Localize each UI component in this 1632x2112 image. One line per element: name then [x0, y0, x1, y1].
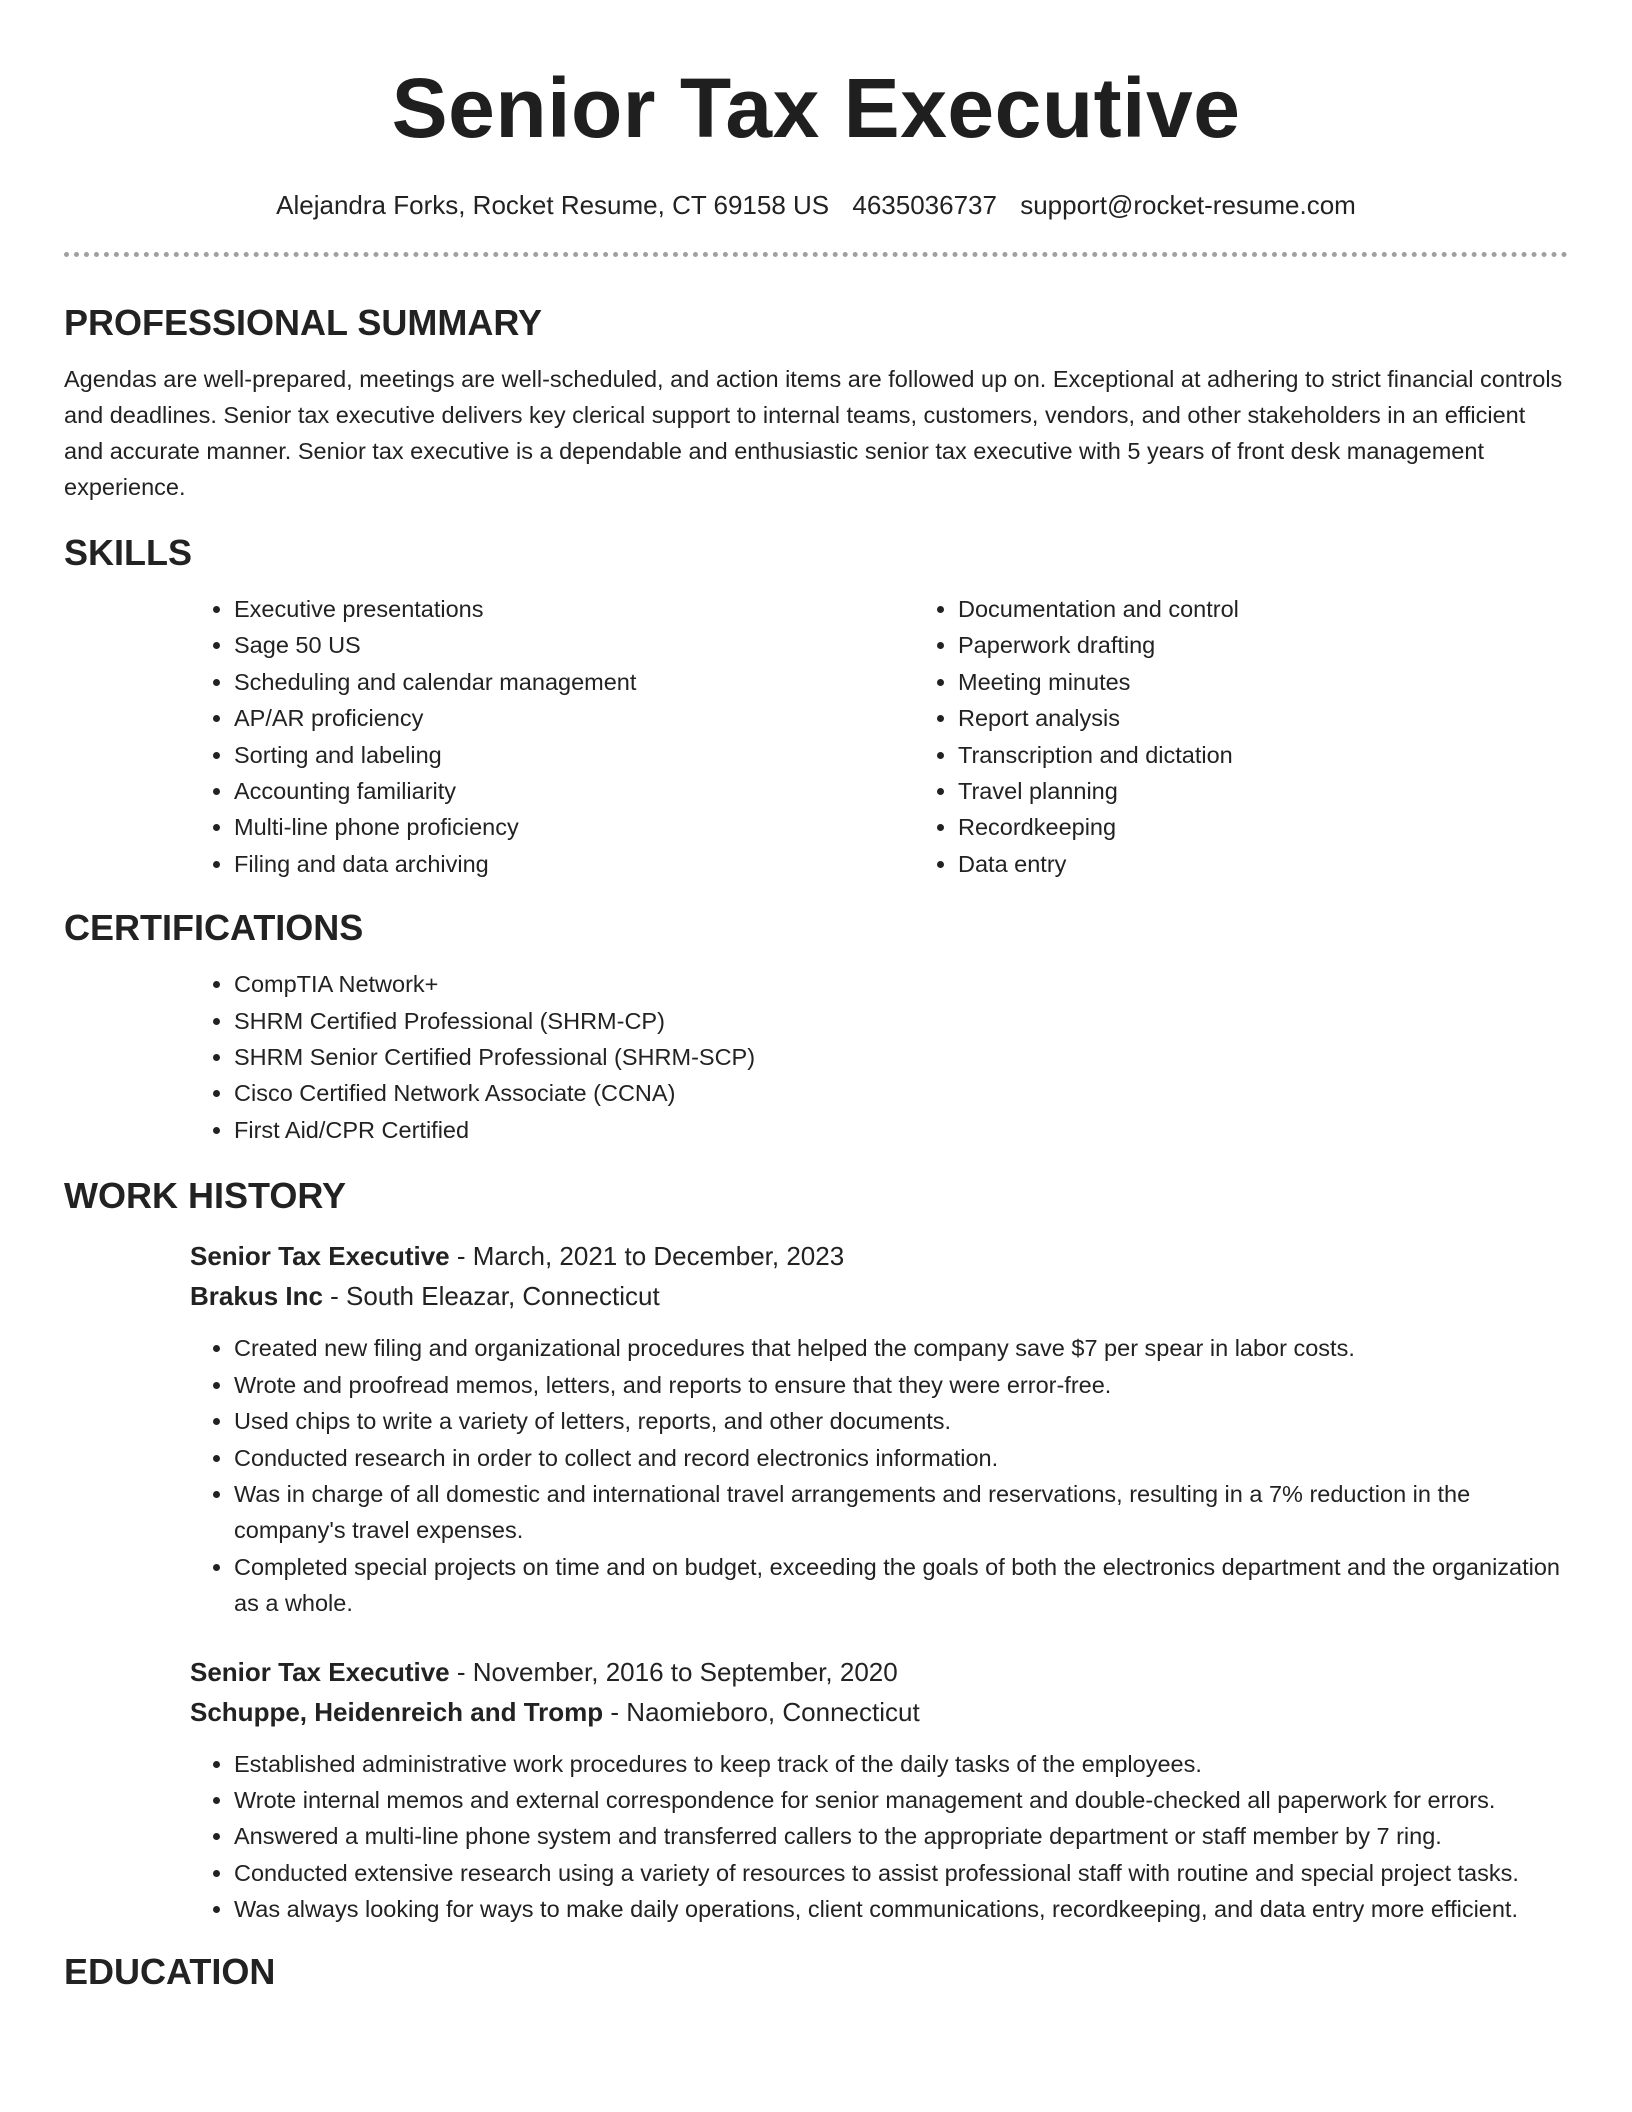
job-bullets	[190, 1746, 1568, 1928]
job-bullet: • Was always looking for ways to make daily operations, client communications, recordkeeping, and data entry more efficient.	[234, 1891, 1568, 1927]
summary-heading: PROFESSIONAL SUMMARY	[64, 302, 543, 343]
certifications-list	[190, 966, 1568, 1148]
job-bullet: • Answered a multi-line phone system and transferred callers to the appropriate department or staff member by 7 ring.	[234, 1818, 1568, 1854]
contact-line	[64, 188, 1568, 222]
job-title-line	[190, 1652, 1568, 1692]
skill-item: • Recordkeeping	[958, 809, 1632, 845]
skill-item: • Travel planning	[958, 773, 1632, 809]
resume-title: Senior Tax Executive	[391, 61, 1241, 155]
skills-columns	[190, 591, 1568, 882]
summary-text: Agendas are well-prepared, meetings are well-scheduled, and action items are followed up on. Exceptional at adhering to strict financial controls and deadlines. Senior tax executive delivers key clerical support to internal teams, customers, vendors, and other stakeholders in an efficient and accurate manner. Senior tax executive is a dependable and enthusiastic senior tax executive with 5 years of front desk management experience.	[64, 366, 1563, 500]
skill-item: • Executive presentations	[234, 591, 914, 627]
job-bullet: • Conducted extensive research using a variety of resources to assist professional staff with routine and special project tasks.	[234, 1855, 1568, 1891]
certification-item: • Cisco Certified Network Associate (CCNA)	[234, 1075, 1568, 1111]
skill-item: • Filing and data archiving	[234, 846, 914, 882]
skill-item: • AP/AR proficiency	[234, 700, 914, 736]
skill-item: • Multi-line phone proficiency	[234, 809, 914, 845]
job-bullet: • Established administrative work procedures to keep track of the daily tasks of the employees.	[234, 1746, 1568, 1782]
job-bullet: • Completed special projects on time and on budget, exceeding the goals of both the electronics department and the organization as a whole.	[234, 1549, 1568, 1622]
job-company: Brakus Inc	[190, 1281, 323, 1312]
skill-item: • Scheduling and calendar management	[234, 664, 914, 700]
skill-item: • Sorting and labeling	[234, 737, 914, 773]
job-company-line	[190, 1276, 1568, 1316]
job-bullet: • Was in charge of all domestic and international travel arrangements and reservations, resulting in a 7% reduction in the company's travel expenses.	[234, 1476, 1568, 1549]
job-bullets	[190, 1330, 1568, 1621]
job-company: Schuppe, Heidenreich and Tromp	[190, 1696, 604, 1727]
job-bullet: • Wrote and proofread memos, letters, and reports to ensure that they were error-free.	[234, 1367, 1568, 1403]
skill-item: • Documentation and control	[958, 591, 1632, 627]
job-company-line	[190, 1692, 1568, 1732]
job-bullet: • Created new filing and organizational procedures that helped the company save $7 per spear in labor costs.	[234, 1330, 1568, 1366]
contact-phone: 4635036737	[852, 190, 997, 220]
job-location: - Naomieboro, Connecticut	[603, 1696, 920, 1727]
job-dates: - November, 2016 to September, 2020	[449, 1656, 898, 1687]
skill-item: • Accounting familiarity	[234, 773, 914, 809]
job-entry	[190, 1236, 1568, 1316]
certification-item: • SHRM Certified Professional (SHRM-CP)	[234, 1003, 1568, 1039]
job-title-line	[190, 1236, 1568, 1276]
skill-item: • Meeting minutes	[958, 664, 1632, 700]
skill-item: • Sage 50 US	[234, 627, 914, 663]
job-role: Senior Tax Executive	[190, 1656, 450, 1687]
education-heading: EDUCATION	[64, 1950, 276, 1992]
certification-item: • First Aid/CPR Certified	[234, 1112, 1568, 1148]
skills-right-list	[914, 591, 1632, 882]
resume-page	[64, 0, 1568, 1994]
skill-item: • Paperwork drafting	[958, 627, 1632, 663]
job-bullet: • Used chips to write a variety of letters, reports, and other documents.	[234, 1403, 1568, 1439]
skills-left-list	[190, 591, 914, 882]
header-divider	[64, 252, 1568, 257]
job-role: Senior Tax Executive	[190, 1241, 450, 1272]
skill-item: • Report analysis	[958, 700, 1632, 736]
contact-email: support@rocket-resume.com	[1020, 190, 1356, 220]
skills-heading: SKILLS	[64, 532, 193, 573]
skill-item: • Data entry	[958, 846, 1632, 882]
skill-item: • Transcription and dictation	[958, 737, 1632, 773]
job-dates: - March, 2021 to December, 2023	[449, 1241, 845, 1272]
job-location: - South Eleazar, Connecticut	[322, 1281, 660, 1312]
job-bullet: • Wrote internal memos and external correspondence for senior management and double-checked all paperwork for errors.	[234, 1782, 1568, 1818]
certifications-heading: CERTIFICATIONS	[64, 907, 364, 949]
work-history-heading: WORK HISTORY	[64, 1175, 347, 1217]
job-entry	[190, 1652, 1568, 1732]
certification-item: • SHRM Senior Certified Professional (SHRM-SCP)	[234, 1039, 1568, 1075]
job-bullet: • Conducted research in order to collect and record electronics information.	[234, 1440, 1568, 1476]
certification-item: • CompTIA Network+	[234, 966, 1568, 1002]
contact-address: Alejandra Forks, Rocket Resume, CT 69158 US	[276, 190, 830, 220]
